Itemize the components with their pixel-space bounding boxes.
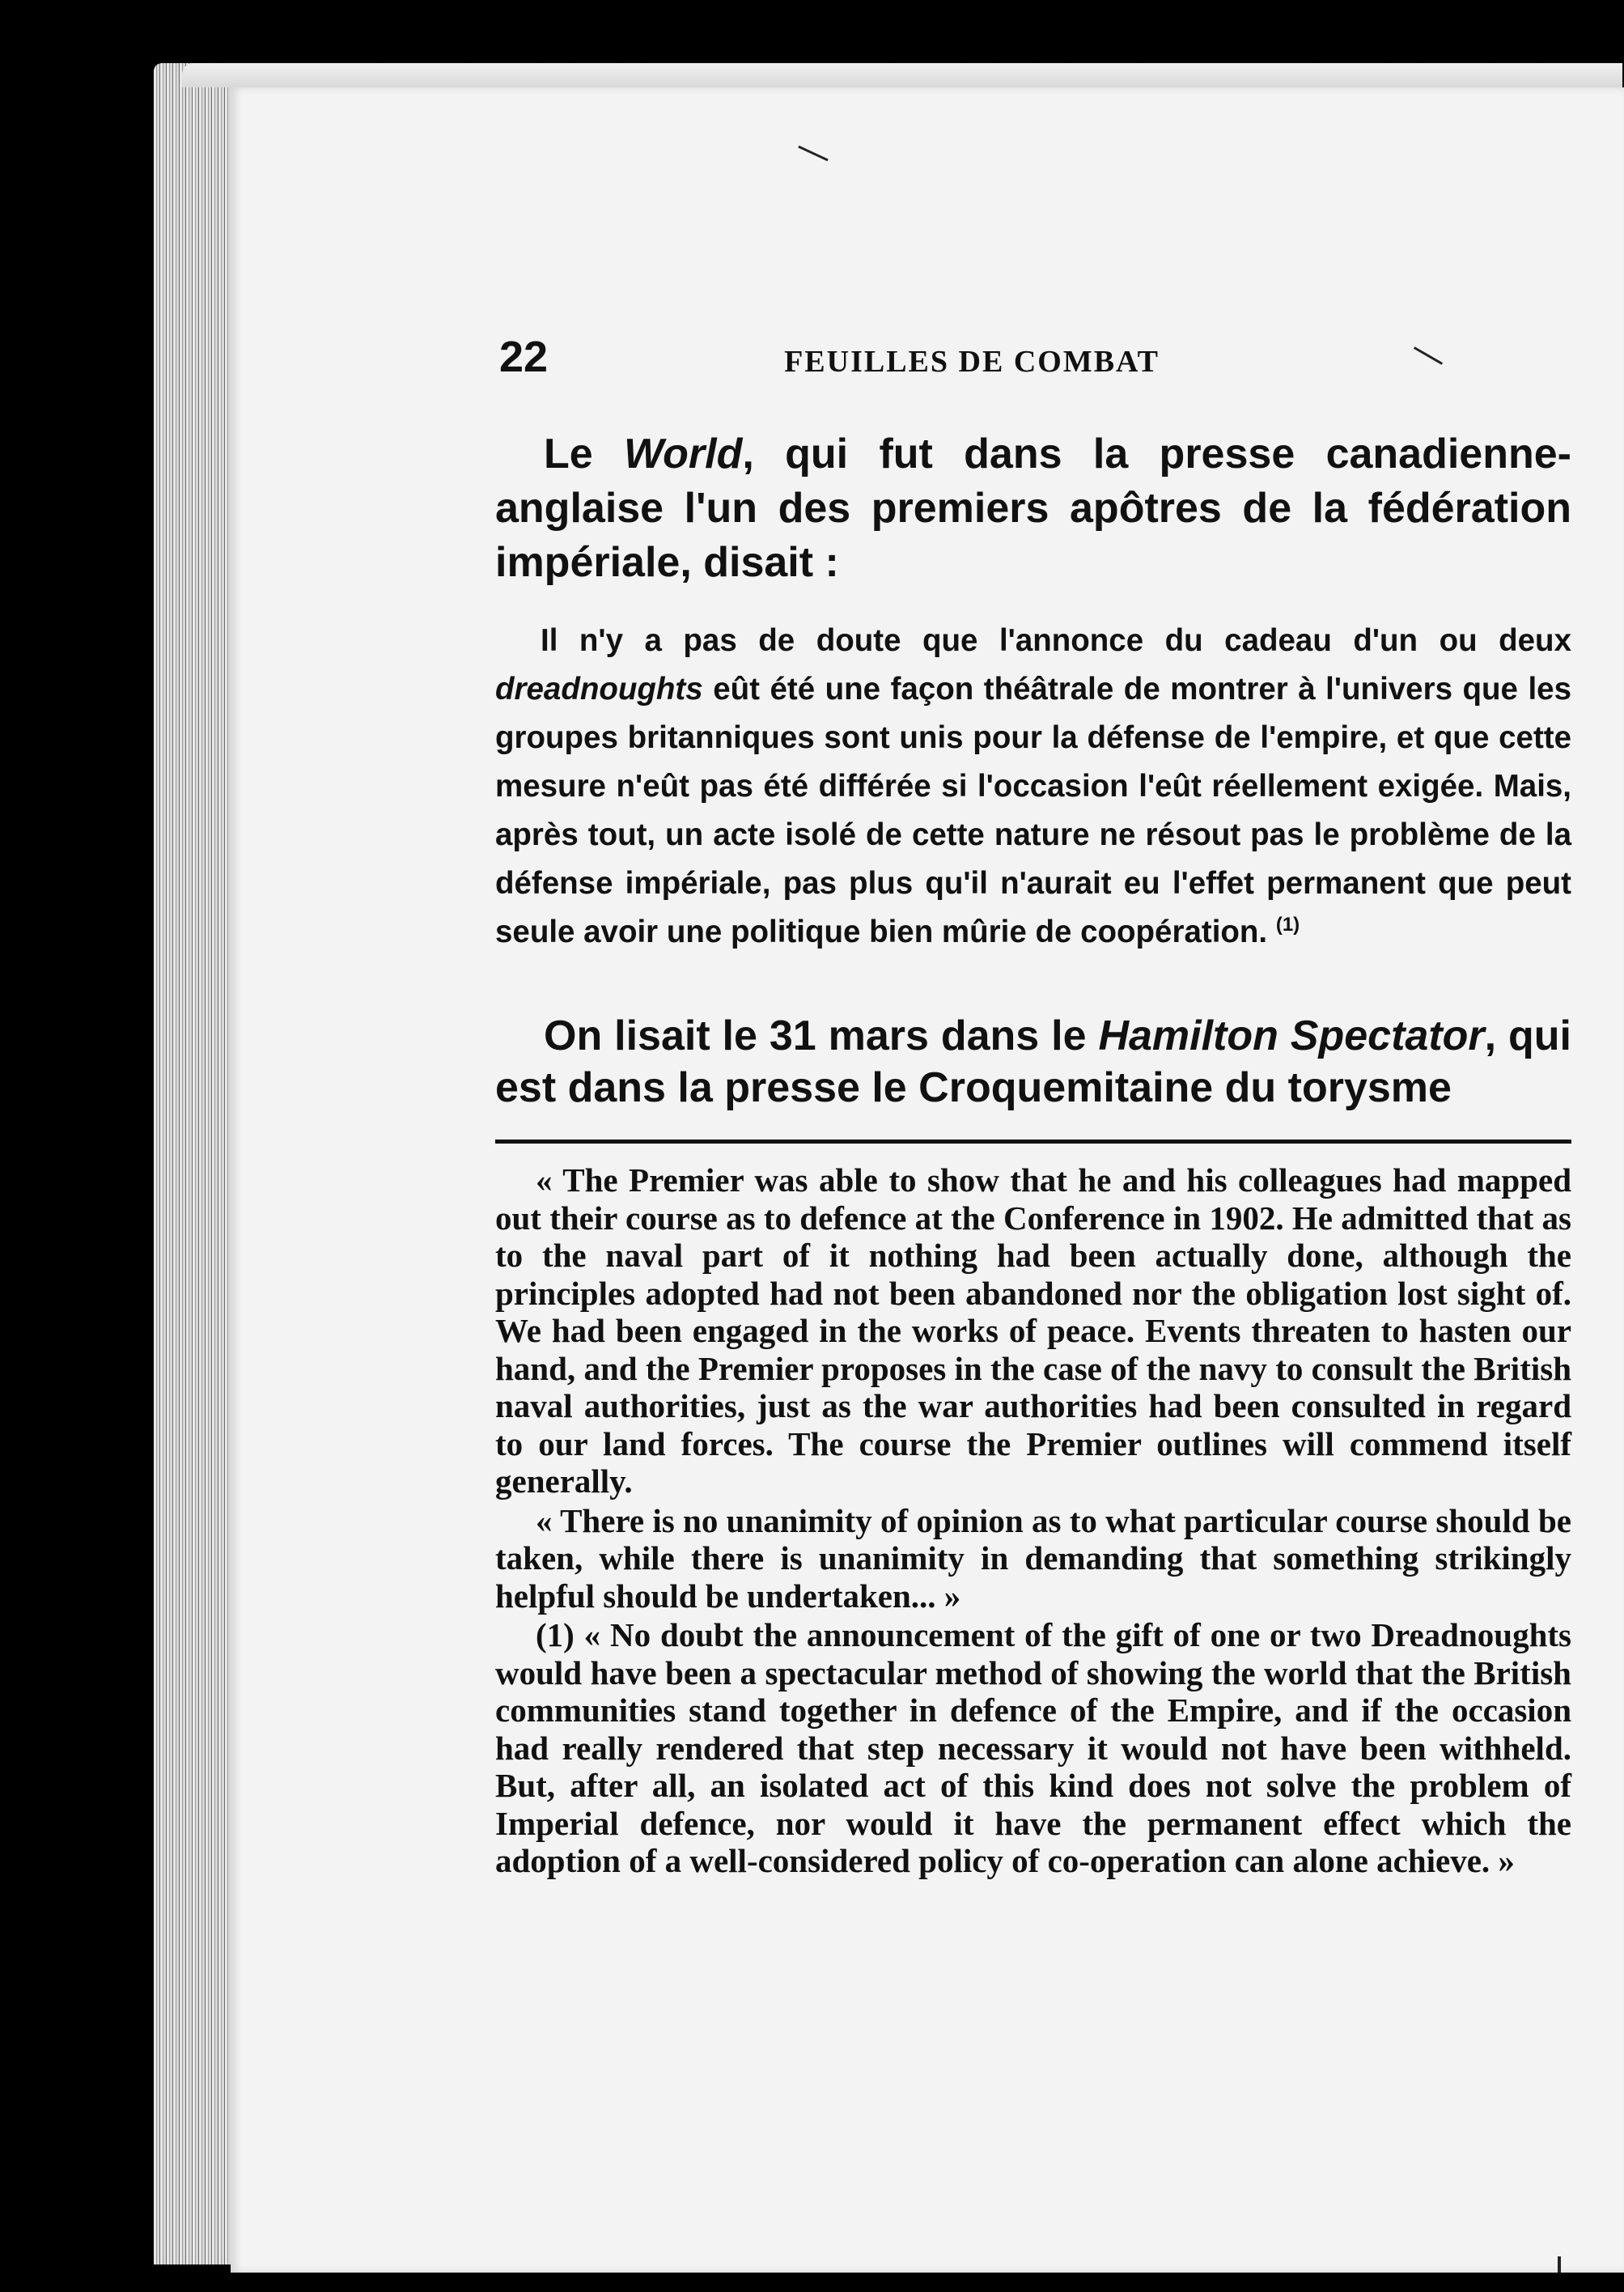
paragraph-text: Il n'y a pas de doute que l'annonce du cadeau d'un ou deux bbox=[541, 623, 1571, 658]
paragraph-italic: Hamilton Spectator bbox=[1098, 1012, 1485, 1059]
footnote-quote-2: « There is no unanimity of opinion as to what particular course should be taken, while there is unanimity in demanding that something strikingly helpful should be undertaken... » bbox=[495, 1501, 1571, 1615]
page-header bbox=[499, 332, 1551, 382]
paragraph-text: Le bbox=[544, 431, 625, 478]
paragraph-text: eût été une façon théâtrale de montrer à l'univers que les groupes britanniques sont unis pour la défense de l'empire, et que cette mesure n'eût pas été différée si l'occasion l'eût réellement exigée. Mais, après tout, un acte isolé de cette nature ne résout pas le problème de la défense impériale, pas plus qu'il n'aurait eu l'effet permanent que peut seule avoir une politique bien mûrie de coopération. bbox=[495, 672, 1571, 949]
page-edge-top bbox=[182, 63, 1622, 87]
paragraph-text: , qui fut dans la presse canadienne-anglaise l'un des premiers apôtres de la fédération impériale, disait : bbox=[495, 431, 1571, 586]
page-number: 22 bbox=[499, 333, 549, 381]
page-edges bbox=[154, 63, 243, 2264]
paragraph-italic: dreadnoughts bbox=[495, 672, 703, 707]
scan-speck bbox=[798, 146, 829, 162]
footnotes bbox=[495, 1161, 1571, 1880]
paragraph-spectator bbox=[495, 1010, 1571, 1114]
footnote-divider bbox=[495, 1140, 1571, 1144]
paragraph-italic: World bbox=[624, 431, 743, 478]
running-title: FEUILLES DE COMBAT bbox=[784, 345, 1160, 379]
paragraph-intro bbox=[495, 427, 1571, 590]
footnote-1: (1) « No doubt the announcement of the gift of one or two Dreadnoughts would have been a spectacular method of showing the world that the British communities stand together in defence of the Empire, and if the occasion had really rendered that step necessary it would not have been withheld. But, after all, an isolated act of this kind does not solve the problem of Imperial defence, nor would it have the permanent effect which the adoption of a well-considered policy of co-operation can alone achieve. » bbox=[495, 1616, 1571, 1879]
paragraph-text: , qui est dans la presse le Croquemitaine du torysme bbox=[495, 1012, 1572, 1111]
quoted-paragraph bbox=[495, 617, 1571, 957]
footnote-reference: (1) bbox=[1275, 914, 1300, 936]
paragraph-text: On lisait le 31 mars dans le bbox=[544, 1012, 1099, 1059]
footnote-quote-1: « The Premier was able to show that he and his colleagues had mapped out their course as to defence at the Conference in 1902. He admitted that as to the naval part of it nothing had been actually done, although the principles adopted had not been abandoned nor the obligation lost sight of. We had been engaged in the works of peace. Events threaten to hasten our hand, and the Premier proposes in the case of the navy to consult the British naval authorities, just as the war authorities had been consulted in regard to our land forces. The course the Premier outlines will commend itself generally. bbox=[495, 1161, 1571, 1500]
scan-speck bbox=[1558, 2256, 1561, 2273]
